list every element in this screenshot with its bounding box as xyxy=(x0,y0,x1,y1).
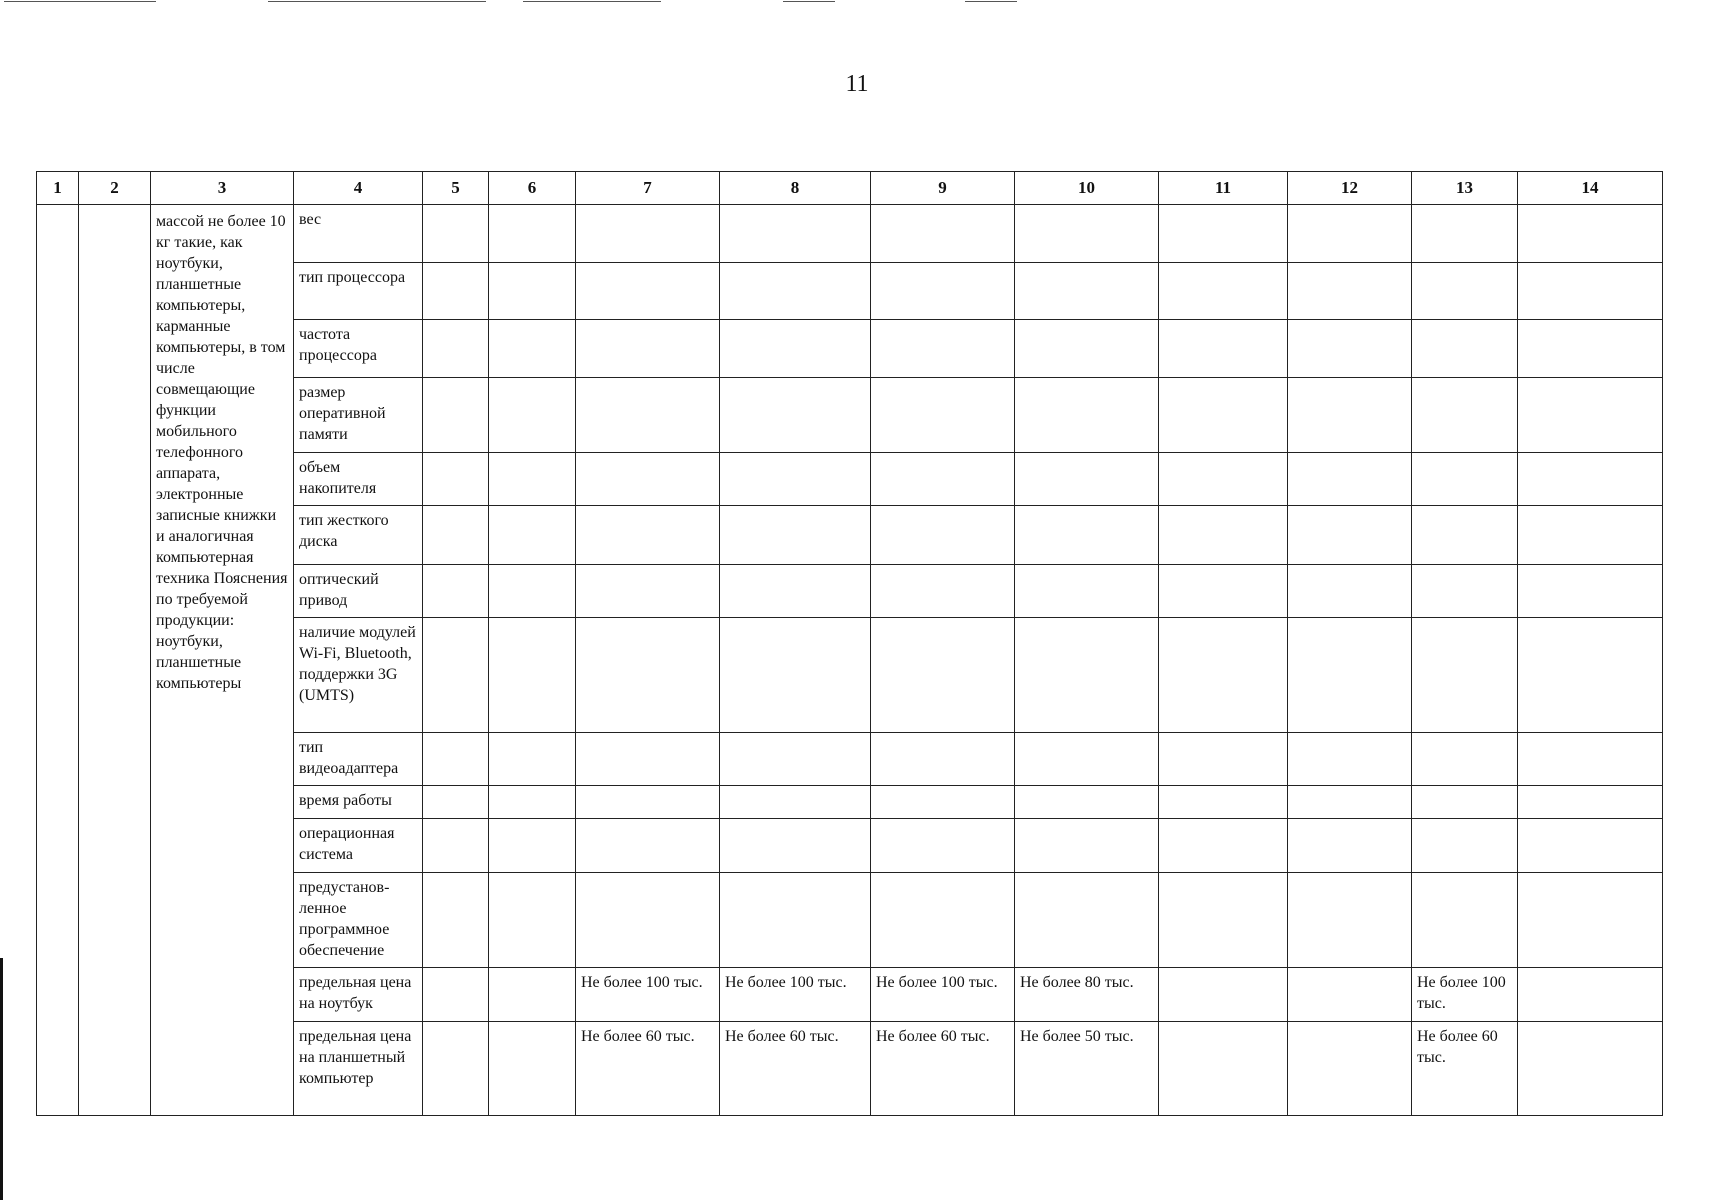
value-cell-col-6 xyxy=(489,378,576,453)
value-cell-col-6 xyxy=(489,873,576,968)
value-cell-col-13 xyxy=(1412,205,1518,263)
column-header-6: 6 xyxy=(489,172,576,205)
value-cell-col-6 xyxy=(489,618,576,733)
value-cell-col-7: Не более 100 тыс. xyxy=(576,968,720,1022)
value-cell-col-10 xyxy=(1015,873,1159,968)
value-cell-col-8 xyxy=(720,453,871,506)
column-header-2: 2 xyxy=(79,172,151,205)
value-cell-col-8 xyxy=(720,320,871,378)
value-cell-col-5 xyxy=(423,378,489,453)
column-header-12: 12 xyxy=(1288,172,1412,205)
value-cell-col-10 xyxy=(1015,320,1159,378)
characteristic-cell: предельная цена на планшетный компьютер xyxy=(294,1022,423,1116)
value-cell-col-9 xyxy=(871,263,1015,320)
value-cell-col-7 xyxy=(576,263,720,320)
characteristic-cell: размер оперативной памяти xyxy=(294,378,423,453)
value-cell-col-7 xyxy=(576,786,720,819)
value-cell-col-14 xyxy=(1518,618,1663,733)
value-cell-col-7 xyxy=(576,565,720,618)
value-cell-col-13 xyxy=(1412,786,1518,819)
value-cell-col-6 xyxy=(489,453,576,506)
value-cell-col-10 xyxy=(1015,506,1159,565)
value-cell-col-11 xyxy=(1159,506,1288,565)
page-number: 11 xyxy=(845,71,869,97)
column-header-14: 14 xyxy=(1518,172,1663,205)
value-cell-col-14 xyxy=(1518,873,1663,968)
value-cell-col-12 xyxy=(1288,618,1412,733)
value-cell-col-9 xyxy=(871,506,1015,565)
column-header-11: 11 xyxy=(1159,172,1288,205)
column-header-1: 1 xyxy=(37,172,79,205)
top-rule-1 xyxy=(4,1,156,2)
header-row xyxy=(37,172,1663,205)
value-cell-col-9 xyxy=(871,786,1015,819)
characteristic-cell: вес xyxy=(294,205,423,263)
value-cell-col-6 xyxy=(489,733,576,786)
value-cell-col-12 xyxy=(1288,968,1412,1022)
value-cell-col-8 xyxy=(720,618,871,733)
value-cell-col-7 xyxy=(576,320,720,378)
value-cell-col-12 xyxy=(1288,205,1412,263)
column-header-4: 4 xyxy=(294,172,423,205)
value-cell-col-14 xyxy=(1518,378,1663,453)
value-cell-col-12 xyxy=(1288,263,1412,320)
value-cell-col-7 xyxy=(576,618,720,733)
value-cell-col-14 xyxy=(1518,453,1663,506)
value-cell-col-8 xyxy=(720,786,871,819)
value-cell-col-5 xyxy=(423,205,489,263)
value-cell-col-9: Не более 60 тыс. xyxy=(871,1022,1015,1116)
table-row xyxy=(37,205,1663,263)
value-cell-col-7 xyxy=(576,506,720,565)
value-cell-col-13 xyxy=(1412,378,1518,453)
value-cell-col-14 xyxy=(1518,205,1663,263)
value-cell-col-6 xyxy=(489,320,576,378)
value-cell-col-13 xyxy=(1412,618,1518,733)
value-cell-col-6 xyxy=(489,968,576,1022)
value-cell-col-12 xyxy=(1288,506,1412,565)
value-cell-col-11 xyxy=(1159,320,1288,378)
value-cell-col-6 xyxy=(489,263,576,320)
value-cell-col-11 xyxy=(1159,968,1288,1022)
characteristic-cell: предельная цена на ноутбук xyxy=(294,968,423,1022)
value-cell-col-11 xyxy=(1159,873,1288,968)
column-header-5: 5 xyxy=(423,172,489,205)
value-cell-col-10 xyxy=(1015,263,1159,320)
value-cell-col-7 xyxy=(576,205,720,263)
value-cell-col-9: Не более 100 тыс. xyxy=(871,968,1015,1022)
top-rule-3 xyxy=(523,1,661,2)
value-cell-col-9 xyxy=(871,205,1015,263)
value-cell-col-13 xyxy=(1412,873,1518,968)
value-cell-col-10: Не более 80 тыс. xyxy=(1015,968,1159,1022)
value-cell-col-8 xyxy=(720,506,871,565)
characteristic-cell: тип процессора xyxy=(294,263,423,320)
characteristic-cell: тип видеоадаптера xyxy=(294,733,423,786)
value-cell-col-10 xyxy=(1015,453,1159,506)
column-header-7: 7 xyxy=(576,172,720,205)
column-header-13: 13 xyxy=(1412,172,1518,205)
value-cell-col-11 xyxy=(1159,378,1288,453)
column-header-10: 10 xyxy=(1015,172,1159,205)
column-header-3: 3 xyxy=(151,172,294,205)
value-cell-col-11 xyxy=(1159,565,1288,618)
value-cell-col-11 xyxy=(1159,453,1288,506)
value-cell-col-13 xyxy=(1412,733,1518,786)
value-cell-col-9 xyxy=(871,733,1015,786)
value-cell-col-11 xyxy=(1159,786,1288,819)
value-cell-col-12 xyxy=(1288,786,1412,819)
value-cell-col-12 xyxy=(1288,819,1412,873)
value-cell-col-12 xyxy=(1288,453,1412,506)
value-cell-col-8: Не более 60 тыс. xyxy=(720,1022,871,1116)
characteristic-cell: частота процессора xyxy=(294,320,423,378)
value-cell-col-14 xyxy=(1518,506,1663,565)
table-body xyxy=(37,205,1663,1116)
value-cell-col-14 xyxy=(1518,263,1663,320)
characteristic-cell: предустанов-ленное программное обеспечение xyxy=(294,873,423,968)
characteristic-cell: наличие модулей Wi-Fi, Bluetooth, поддержки 3G (UMTS) xyxy=(294,618,423,733)
characteristic-cell: объем накопителя xyxy=(294,453,423,506)
value-cell-col-10 xyxy=(1015,205,1159,263)
value-cell-col-12 xyxy=(1288,320,1412,378)
value-cell-col-7 xyxy=(576,453,720,506)
top-rule-5 xyxy=(965,1,1017,2)
value-cell-col-10: Не более 50 тыс. xyxy=(1015,1022,1159,1116)
value-cell-col-12 xyxy=(1288,1022,1412,1116)
value-cell-col-5 xyxy=(423,506,489,565)
value-cell-col-11 xyxy=(1159,819,1288,873)
value-cell-col-6 xyxy=(489,819,576,873)
value-cell-col-6 xyxy=(489,786,576,819)
value-cell-col-12 xyxy=(1288,378,1412,453)
value-cell-col-6 xyxy=(489,565,576,618)
value-cell-col-11 xyxy=(1159,263,1288,320)
value-cell-col-9 xyxy=(871,565,1015,618)
value-cell-col-8 xyxy=(720,263,871,320)
value-cell-col-14 xyxy=(1518,786,1663,819)
value-cell-col-12 xyxy=(1288,565,1412,618)
value-cell-col-9 xyxy=(871,819,1015,873)
value-cell-col-11 xyxy=(1159,733,1288,786)
value-cell-col-9 xyxy=(871,320,1015,378)
code-cell xyxy=(79,205,151,1116)
value-cell-col-13 xyxy=(1412,819,1518,873)
value-cell-col-5 xyxy=(423,263,489,320)
value-cell-col-13 xyxy=(1412,506,1518,565)
characteristic-cell: время работы xyxy=(294,786,423,819)
value-cell-col-5 xyxy=(423,968,489,1022)
value-cell-col-5 xyxy=(423,733,489,786)
value-cell-col-14 xyxy=(1518,819,1663,873)
characteristic-cell: операционная система xyxy=(294,819,423,873)
value-cell-col-12 xyxy=(1288,733,1412,786)
column-header-8: 8 xyxy=(720,172,871,205)
value-cell-col-10 xyxy=(1015,618,1159,733)
value-cell-col-12 xyxy=(1288,873,1412,968)
value-cell-col-5 xyxy=(423,618,489,733)
spec-table xyxy=(36,171,1663,1116)
value-cell-col-10 xyxy=(1015,565,1159,618)
value-cell-col-5 xyxy=(423,1022,489,1116)
value-cell-col-14 xyxy=(1518,733,1663,786)
row-number-cell xyxy=(37,205,79,1116)
value-cell-col-10 xyxy=(1015,819,1159,873)
value-cell-col-6 xyxy=(489,1022,576,1116)
product-description-cell: массой не более 10 кг такие, как ноутбуки, планшетные компьютеры, карманные компьютеры, в том числе совмещающие функции мобильного телефонного аппарата, электронные записные книжки и аналогичная компьютерная техника Пояснения по требуемой продукции: ноутбуки, планшетные компьютеры xyxy=(151,205,294,1116)
value-cell-col-6 xyxy=(489,205,576,263)
value-cell-col-11 xyxy=(1159,205,1288,263)
value-cell-col-10 xyxy=(1015,378,1159,453)
value-cell-col-7 xyxy=(576,873,720,968)
value-cell-col-6 xyxy=(489,506,576,565)
value-cell-col-5 xyxy=(423,873,489,968)
value-cell-col-9 xyxy=(871,618,1015,733)
value-cell-col-5 xyxy=(423,819,489,873)
value-cell-col-8 xyxy=(720,565,871,618)
value-cell-col-7 xyxy=(576,733,720,786)
column-header-9: 9 xyxy=(871,172,1015,205)
characteristic-cell: тип жесткого диска xyxy=(294,506,423,565)
value-cell-col-8 xyxy=(720,205,871,263)
value-cell-col-14 xyxy=(1518,320,1663,378)
value-cell-col-13: Не более 60 тыс. xyxy=(1412,1022,1518,1116)
value-cell-col-11 xyxy=(1159,1022,1288,1116)
value-cell-col-14 xyxy=(1518,1022,1663,1116)
value-cell-col-8 xyxy=(720,819,871,873)
value-cell-col-8 xyxy=(720,873,871,968)
value-cell-col-13 xyxy=(1412,565,1518,618)
value-cell-col-8 xyxy=(720,733,871,786)
value-cell-col-9 xyxy=(871,453,1015,506)
value-cell-col-9 xyxy=(871,873,1015,968)
value-cell-col-5 xyxy=(423,320,489,378)
page-left-edge xyxy=(0,958,3,1200)
value-cell-col-10 xyxy=(1015,733,1159,786)
value-cell-col-7 xyxy=(576,819,720,873)
top-rule-2 xyxy=(268,1,486,2)
value-cell-col-13 xyxy=(1412,453,1518,506)
value-cell-col-14 xyxy=(1518,968,1663,1022)
value-cell-col-7: Не более 60 тыс. xyxy=(576,1022,720,1116)
value-cell-col-13: Не более 100 тыс. xyxy=(1412,968,1518,1022)
value-cell-col-5 xyxy=(423,565,489,618)
value-cell-col-5 xyxy=(423,453,489,506)
value-cell-col-9 xyxy=(871,378,1015,453)
value-cell-col-10 xyxy=(1015,786,1159,819)
value-cell-col-14 xyxy=(1518,565,1663,618)
value-cell-col-7 xyxy=(576,378,720,453)
value-cell-col-11 xyxy=(1159,618,1288,733)
value-cell-col-8: Не более 100 тыс. xyxy=(720,968,871,1022)
value-cell-col-13 xyxy=(1412,263,1518,320)
value-cell-col-13 xyxy=(1412,320,1518,378)
characteristic-cell: оптический привод xyxy=(294,565,423,618)
value-cell-col-8 xyxy=(720,378,871,453)
value-cell-col-5 xyxy=(423,786,489,819)
top-rule-4 xyxy=(783,1,835,2)
